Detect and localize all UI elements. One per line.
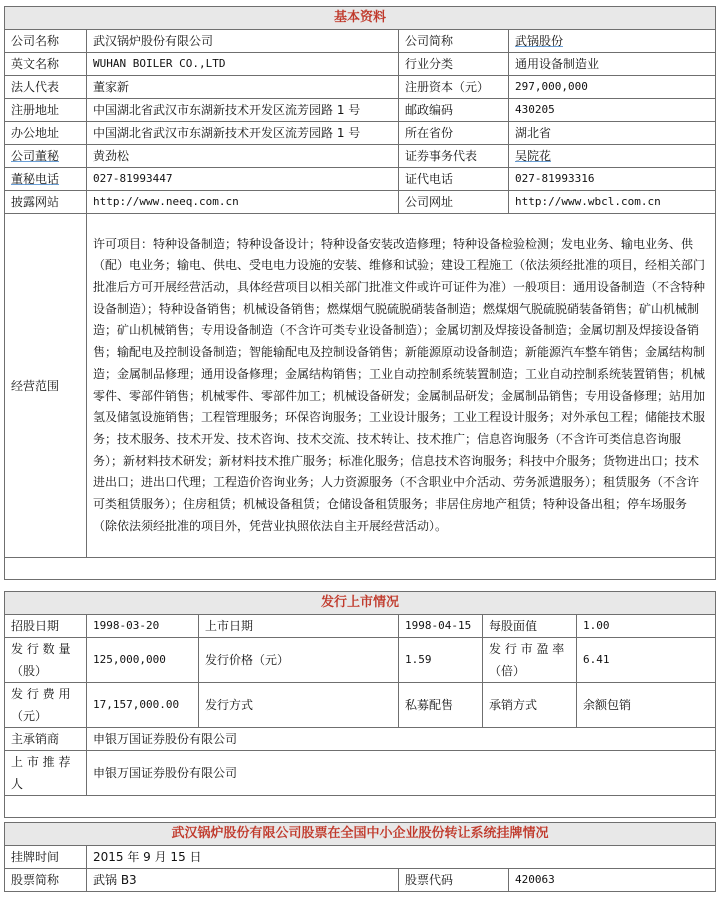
industry-value: 通用设备制造业 bbox=[509, 53, 716, 76]
securities-rep-label: 证券事务代表 bbox=[399, 145, 509, 168]
secretary-phone-value: 027-81993447 bbox=[87, 168, 399, 191]
section-spacer bbox=[5, 796, 716, 818]
issue-title: 发行上市情况 bbox=[5, 592, 716, 615]
issue-cost-label: 发 行 费 用（元） bbox=[5, 683, 87, 728]
company-name-value: 武汉锅炉股份有限公司 bbox=[87, 30, 399, 53]
listing-date-value: 1998-04-15 bbox=[399, 615, 483, 638]
business-scope-value: 许可项目：特种设备制造；特种设备设计；特种设备安装改造修理；特种设备检验检测；发电业务、输电业务、供（配）电业务；输电、供电、受电电力设施的安装、维修和试验；建设工程施工（依法须经批准的项目，经相关部门批准后方可开展经营活动，具体经营项目以相关部门批准文件或许可证件为准）一般项目：通用设备制造（不含特种设备制造）；特种设备销售；机械设备销售；燃煤烟气脱硫脱硝装备制造；燃煤烟气脱硫脱硝装备销售；矿山机械制造；矿山机械销售；专用设备制造（不含许可类专业设备制造）；金属切割及焊接设备制造；金属切割及焊接设备销售；输配电及控制设备制造；智能输配电及控制设备销售；新能源原动设备制造；新能源汽车整车销售；金属结构制造；金属制品修理；通用设备修理；金属结构销售；工业自动控制系统装置制造；工业自动控制系统装置销售；机械零件、零部件销售；机械零件、零部件加工；机械设备研发；金属制品研发；金属制品销售；专用设备修理；站用加氢及储氢设施销售；工程管理服务；环保咨询服务；工业设计服务；工业工程设计服务；对外承包工程；储能技术服务；技术服务、技术开发、技术咨询、技术交流、技术转让、技术推广；信息咨询服务（不含许可类信息咨询服务）；新材料技术研发；新材料技术推广服务；标准化服务；信息技术咨询服务；科技中介服务；货物进出口；技术进出口；进出口代理；工程造价咨询业务；人力资源服务（不含职业中介活动、劳务派遣服务）；租赁服务（不含许可类租赁服务）；住房租赁；机械设备租赁；仓储设备租赁服务；非居住房地产租赁；特种设备出租；停车场服务（除依法须经批准的项目外，凭营业执照依法自主开展经营活动）。 bbox=[87, 214, 716, 558]
office-address-value: 中国湖北省武汉市东湖新技术开发区流芳园路 1 号 bbox=[87, 122, 399, 145]
postcode-label: 邮政编码 bbox=[399, 99, 509, 122]
disclosure-site-label: 披露网站 bbox=[5, 191, 87, 214]
lead-underwriter-value: 申银万国证券股份有限公司 bbox=[87, 728, 716, 751]
stock-short-value: 武锅 B3 bbox=[87, 869, 399, 892]
subscription-date-label: 招股日期 bbox=[5, 615, 87, 638]
disclosure-site-link[interactable]: http://www.neeq.com.cn bbox=[87, 191, 399, 214]
lead-underwriter-label: 主承销商 bbox=[5, 728, 87, 751]
company-site-link[interactable]: http://www.wbcl.com.cn bbox=[509, 191, 716, 214]
basic-info-table bbox=[4, 6, 716, 580]
reg-address-value: 中国湖北省武汉市东湖新技术开发区流芳园路 1 号 bbox=[87, 99, 399, 122]
issue-price-label: 发行价格（元） bbox=[199, 638, 399, 683]
secretary-label: 公司董秘 bbox=[11, 149, 60, 163]
basic-info-title: 基本资料 bbox=[5, 7, 716, 30]
province-value: 湖北省 bbox=[509, 122, 716, 145]
listing-time-value: 2015 年 9 月 15 日 bbox=[87, 846, 716, 869]
province-label: 所在省份 bbox=[399, 122, 509, 145]
english-name-label: 英文名称 bbox=[5, 53, 87, 76]
par-value-label: 每股面值 bbox=[483, 615, 577, 638]
short-name-value: 武锅股份 bbox=[515, 34, 564, 48]
neeq-table bbox=[4, 822, 716, 892]
listing-date-label: 上市日期 bbox=[199, 615, 399, 638]
issue-qty-value: 125,000,000 bbox=[87, 638, 199, 683]
company-site-label: 公司网址 bbox=[399, 191, 509, 214]
pe-value: 6.41 bbox=[577, 638, 716, 683]
sponsor-value: 申银万国证券股份有限公司 bbox=[87, 751, 716, 796]
secretary-value: 黄劲松 bbox=[87, 145, 399, 168]
securities-rep-value: 吴院花 bbox=[515, 149, 552, 163]
reg-capital-value: 297,000,000 bbox=[509, 76, 716, 99]
issue-cost-value: 17,157,000.00 bbox=[87, 683, 199, 728]
business-scope-label: 经营范围 bbox=[5, 214, 87, 558]
office-address-label: 办公地址 bbox=[5, 122, 87, 145]
english-name-value: WUHAN BOILER CO.,LTD bbox=[87, 53, 399, 76]
subscription-date-value: 1998-03-20 bbox=[87, 615, 199, 638]
rep-phone-value: 027-81993316 bbox=[509, 168, 716, 191]
issue-method-value: 私募配售 bbox=[399, 683, 483, 728]
reg-capital-label: 注册资本（元） bbox=[399, 76, 509, 99]
secretary-phone-label: 董秘电话 bbox=[11, 172, 60, 186]
listing-time-label: 挂牌时间 bbox=[5, 846, 87, 869]
reg-address-label: 注册地址 bbox=[5, 99, 87, 122]
neeq-title: 武汉锅炉股份有限公司股票在全国中小企业股份转让系统挂牌情况 bbox=[5, 823, 716, 846]
pe-label: 发 行 市 盈 率（倍） bbox=[483, 638, 577, 683]
short-name-label: 公司简称 bbox=[399, 30, 509, 53]
company-name-label: 公司名称 bbox=[5, 30, 87, 53]
issue-price-value: 1.59 bbox=[399, 638, 483, 683]
legal-rep-value: 董家新 bbox=[87, 76, 399, 99]
issue-qty-label: 发 行 数 量（股） bbox=[5, 638, 87, 683]
stock-code-value: 420063 bbox=[509, 869, 716, 892]
rep-phone-label: 证代电话 bbox=[399, 168, 509, 191]
issue-table bbox=[4, 591, 716, 818]
legal-rep-label: 法人代表 bbox=[5, 76, 87, 99]
stock-short-label: 股票简称 bbox=[5, 869, 87, 892]
postcode-value: 430205 bbox=[509, 99, 716, 122]
stock-code-label: 股票代码 bbox=[399, 869, 509, 892]
section-spacer bbox=[5, 558, 716, 580]
underwrite-method-label: 承销方式 bbox=[483, 683, 577, 728]
sponsor-label: 上 市 推 荐人 bbox=[5, 751, 87, 796]
industry-label: 行业分类 bbox=[399, 53, 509, 76]
issue-method-label: 发行方式 bbox=[199, 683, 399, 728]
underwrite-method-value: 余额包销 bbox=[577, 683, 716, 728]
par-value-value: 1.00 bbox=[577, 615, 716, 638]
